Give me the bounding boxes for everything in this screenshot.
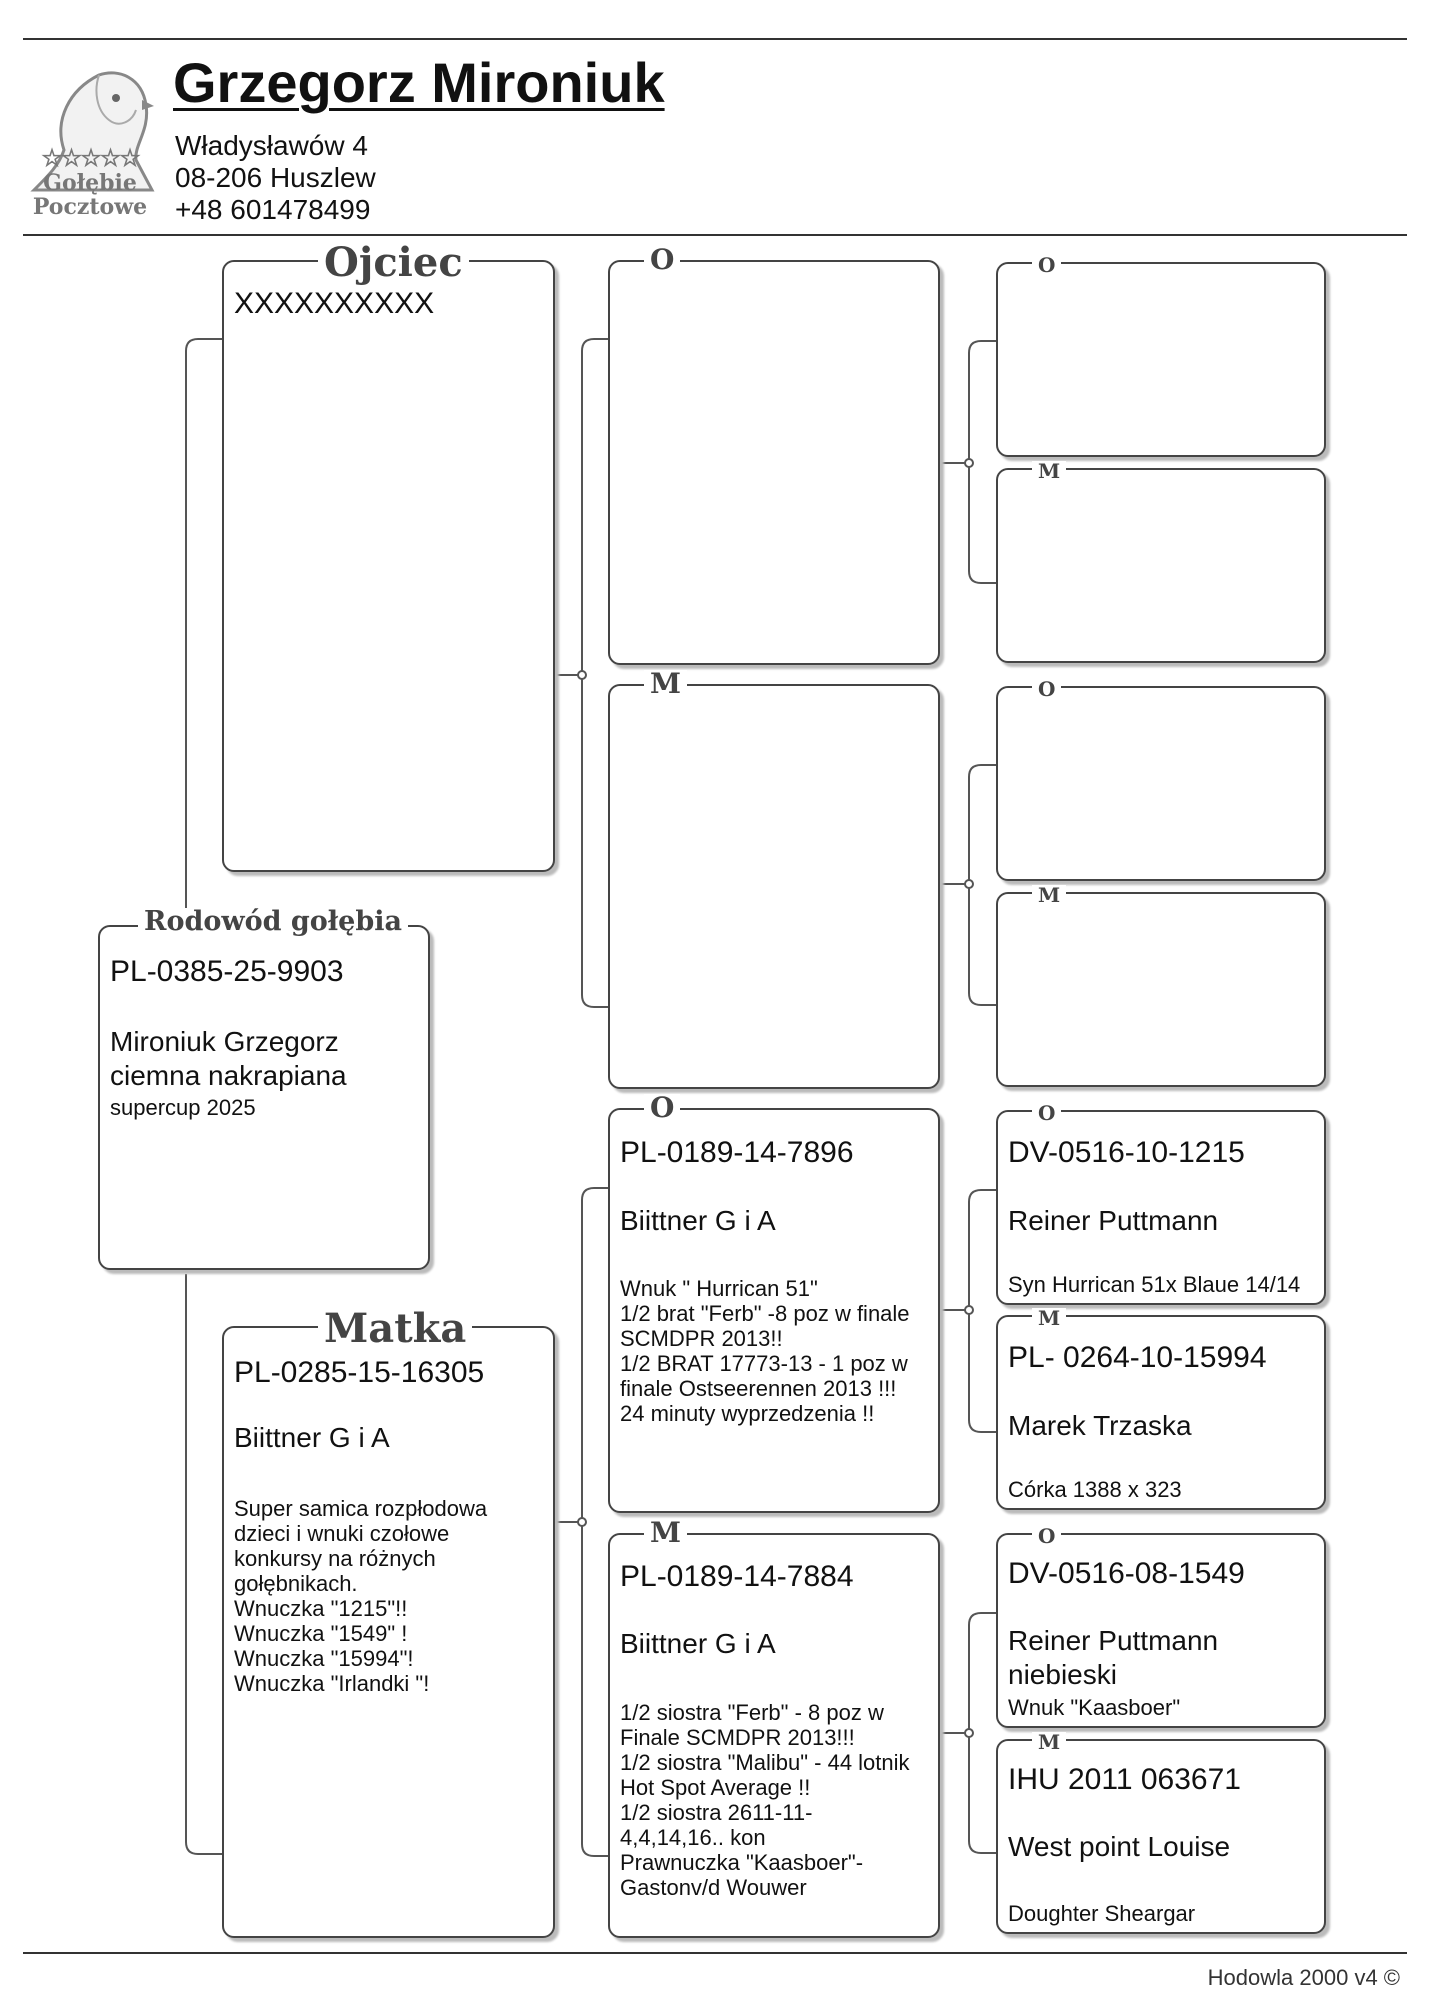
mother-dam-notes: 1/2 siostra "Ferb" - 8 poz w Finale SCMDPR 2013!!! 1/2 siostra "Malibu" - 44 lotnik Hot Spot Average !! 1/2 siostra 2611-11- 4,4,14,16.. kon Prawnuczka "Kaasboer"- Gastonv/d Wouwer <box>620 1700 910 1900</box>
mother-dam-label: M <box>644 1519 687 1547</box>
ms-dam-label: M <box>1032 1308 1066 1328</box>
subject-box <box>98 925 430 1270</box>
father-dam-box <box>608 684 940 1089</box>
logo-text-line2: Pocztowe <box>32 194 148 220</box>
subject-notes: supercup 2025 <box>110 1095 256 1120</box>
ff-dam-box <box>996 468 1326 663</box>
logo-text-line1: Gołębie <box>43 170 137 196</box>
father-label: Ojciec <box>318 243 469 283</box>
md-sire-owner: Reiner Puttmann <box>1008 1625 1219 1656</box>
md-dam-box <box>996 1739 1326 1934</box>
ms-sire-label: O <box>1032 1103 1061 1123</box>
subject-owner: Mironiuk Grzegorz <box>110 1026 339 1057</box>
address-street: Władysławów 4 <box>175 130 368 161</box>
ff-dam-label: M <box>1032 461 1066 481</box>
ff-sire-label: O <box>1032 255 1061 275</box>
father-box <box>222 260 555 872</box>
mother-sire-label: O <box>644 1094 680 1122</box>
md-dam-ring: IHU 2011 063671 <box>1008 1763 1241 1796</box>
ms-sire-owner: Reiner Puttmann <box>1008 1205 1219 1236</box>
md-sire-color: niebieski <box>1008 1659 1117 1690</box>
mother-ring: PL-0285-15-16305 <box>234 1356 485 1389</box>
mother-label: Matka <box>318 1309 472 1349</box>
md-sire-box <box>996 1533 1326 1728</box>
ms-dam-owner: Marek Trzaska <box>1008 1410 1192 1441</box>
mother-dam-box <box>608 1533 940 1938</box>
subject-ring: PL-0385-25-9903 <box>110 955 344 988</box>
mother-dam-owner: Biittner G i A <box>620 1628 776 1659</box>
md-dam-notes: Doughter Sheargar <box>1008 1901 1196 1926</box>
ms-dam-ring: PL- 0264-10-15994 <box>1008 1341 1267 1374</box>
mother-notes: Super samica rozpłodowa dzieci i wnuki czołowe konkursy na różnych gołębnikach. Wnuczka "1215"!! Wnuczka "1549" ! Wnuczka "15994"! Wnuczka "Irlandki "! <box>234 1496 488 1696</box>
father-sire-label: O <box>644 246 680 274</box>
ms-dam-box <box>996 1315 1326 1510</box>
father-ring: XXXXXXXXXX <box>234 287 435 320</box>
phone-number: +48 601478499 <box>175 194 371 225</box>
ms-dam-notes: Córka 1388 x 323 <box>1008 1477 1182 1502</box>
fd-dam-box <box>996 892 1326 1087</box>
md-sire-label: O <box>1032 1526 1061 1546</box>
address-city: 08-206 Huszlew <box>175 162 376 193</box>
fd-sire-box <box>996 686 1326 881</box>
subject-label: Rodowód gołębia <box>138 908 408 935</box>
footer-rule <box>23 1952 1407 1954</box>
logo-stars: ☆☆☆☆☆ <box>41 143 139 172</box>
father-dam-label: M <box>644 670 687 698</box>
mother-box <box>222 1326 555 1938</box>
ms-sire-notes: Syn Hurrican 51x Blaue 14/14 <box>1008 1272 1301 1297</box>
md-dam-label: M <box>1032 1732 1066 1752</box>
mother-sire-box <box>608 1108 940 1513</box>
md-sire-ring: DV-0516-08-1549 <box>1008 1557 1245 1590</box>
mother-sire-ring: PL-0189-14-7896 <box>620 1136 854 1169</box>
mother-sire-notes: Wnuk " Hurrican 51" 1/2 brat "Ferb" -8 poz w finale SCMDPR 2013!! 1/2 BRAT 17773-13 - 1 poz w finale Ostseerennen 2013 !!! 24 minuty wyprzedzenia !! <box>620 1276 910 1426</box>
ff-sire-box <box>996 262 1326 457</box>
father-sire-box <box>608 260 940 665</box>
mother-owner: Biittner G i A <box>234 1422 390 1453</box>
md-sire-notes: Wnuk "Kaasboer" <box>1008 1695 1181 1720</box>
fd-sire-label: O <box>1032 679 1061 699</box>
mother-sire-owner: Biittner G i A <box>620 1205 776 1236</box>
subject-color: ciemna nakrapiana <box>110 1060 347 1091</box>
ms-sire-box <box>996 1110 1326 1305</box>
breeder-name: Grzegorz Mironiuk <box>173 51 665 114</box>
fd-dam-label: M <box>1032 885 1066 905</box>
ms-sire-ring: DV-0516-10-1215 <box>1008 1136 1245 1169</box>
md-dam-owner: West point Louise <box>1008 1831 1231 1862</box>
mother-dam-ring: PL-0189-14-7884 <box>620 1560 854 1593</box>
footer-credit: Hodowla 2000 v4 © <box>1207 1965 1400 1990</box>
